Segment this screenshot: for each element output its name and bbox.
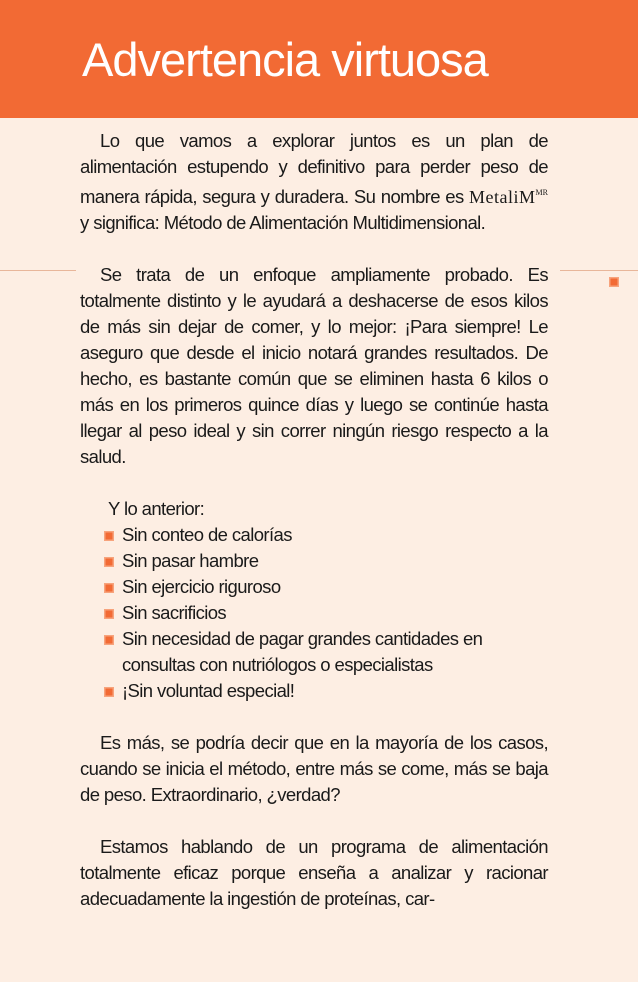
list-item: Sin pasar hambre [102, 548, 548, 574]
feature-list [80, 522, 548, 704]
list-item: ¡Sin voluntad especial! [102, 678, 548, 704]
page-title: Advertencia virtuosa [82, 33, 488, 86]
paragraph-intro: Lo que vamos a explorar juntos es un plan de alimentación estupendo y definitivo para perder peso de manera rápida, segura y duradera. Su nombre es MetaliM$^{MR}$ y significa: Método de Alimentación Multidimensional. [80, 130, 548, 233]
list-item: Sin ejercicio riguroso [102, 574, 548, 600]
square-bullet-icon [609, 277, 619, 287]
paragraph-approach: Se trata de un enfoque ampliamente probado. Es totalmente distinto y le ayudará a deshacerse de esos kilos de más sin dejar de comer, y lo mejor: ¡Para siempre! Le aseguro que desde el inicio notará grandes resultados. De hecho, es bastante común que se eliminen hasta 6 kilos o más en los primeros quince días y luego se continúe hasta llegar al peso ideal y sin correr ningún riesgo respecto a la salud. [80, 264, 548, 467]
divider-left [0, 270, 76, 271]
square-bullet-icon [104, 635, 114, 645]
square-bullet-icon [104, 609, 114, 619]
paragraph-more-food: Es más, se podría decir que en la mayoría de los casos, cuando se inicia el método, entre más se come, más se baja de peso. Extraordinario, ¿verdad? [80, 732, 548, 805]
square-bullet-icon [104, 687, 114, 697]
list-item: Sin sacrificios [102, 600, 548, 626]
divider-right [560, 270, 638, 271]
list-intro: Y lo anterior: [108, 498, 205, 519]
square-bullet-icon [104, 583, 114, 593]
body-text [80, 128, 548, 912]
square-bullet-icon [104, 531, 114, 541]
brand-name: MetaliM$^{MR}$ [469, 187, 548, 207]
list-item: Sin necesidad de pagar grandes cantidades en consultas con nutriólogos o especialistas [102, 626, 548, 678]
list-item: Sin conteo de calorías [102, 522, 548, 548]
title-banner [0, 0, 638, 118]
paragraph-program: Estamos hablando de un programa de alimentación totalmente eficaz porque enseña a analizar y racionar adecuadamente la ingestión de proteínas, car- [80, 836, 548, 909]
square-bullet-icon [104, 557, 114, 567]
trademark-mark: MR [535, 188, 548, 197]
